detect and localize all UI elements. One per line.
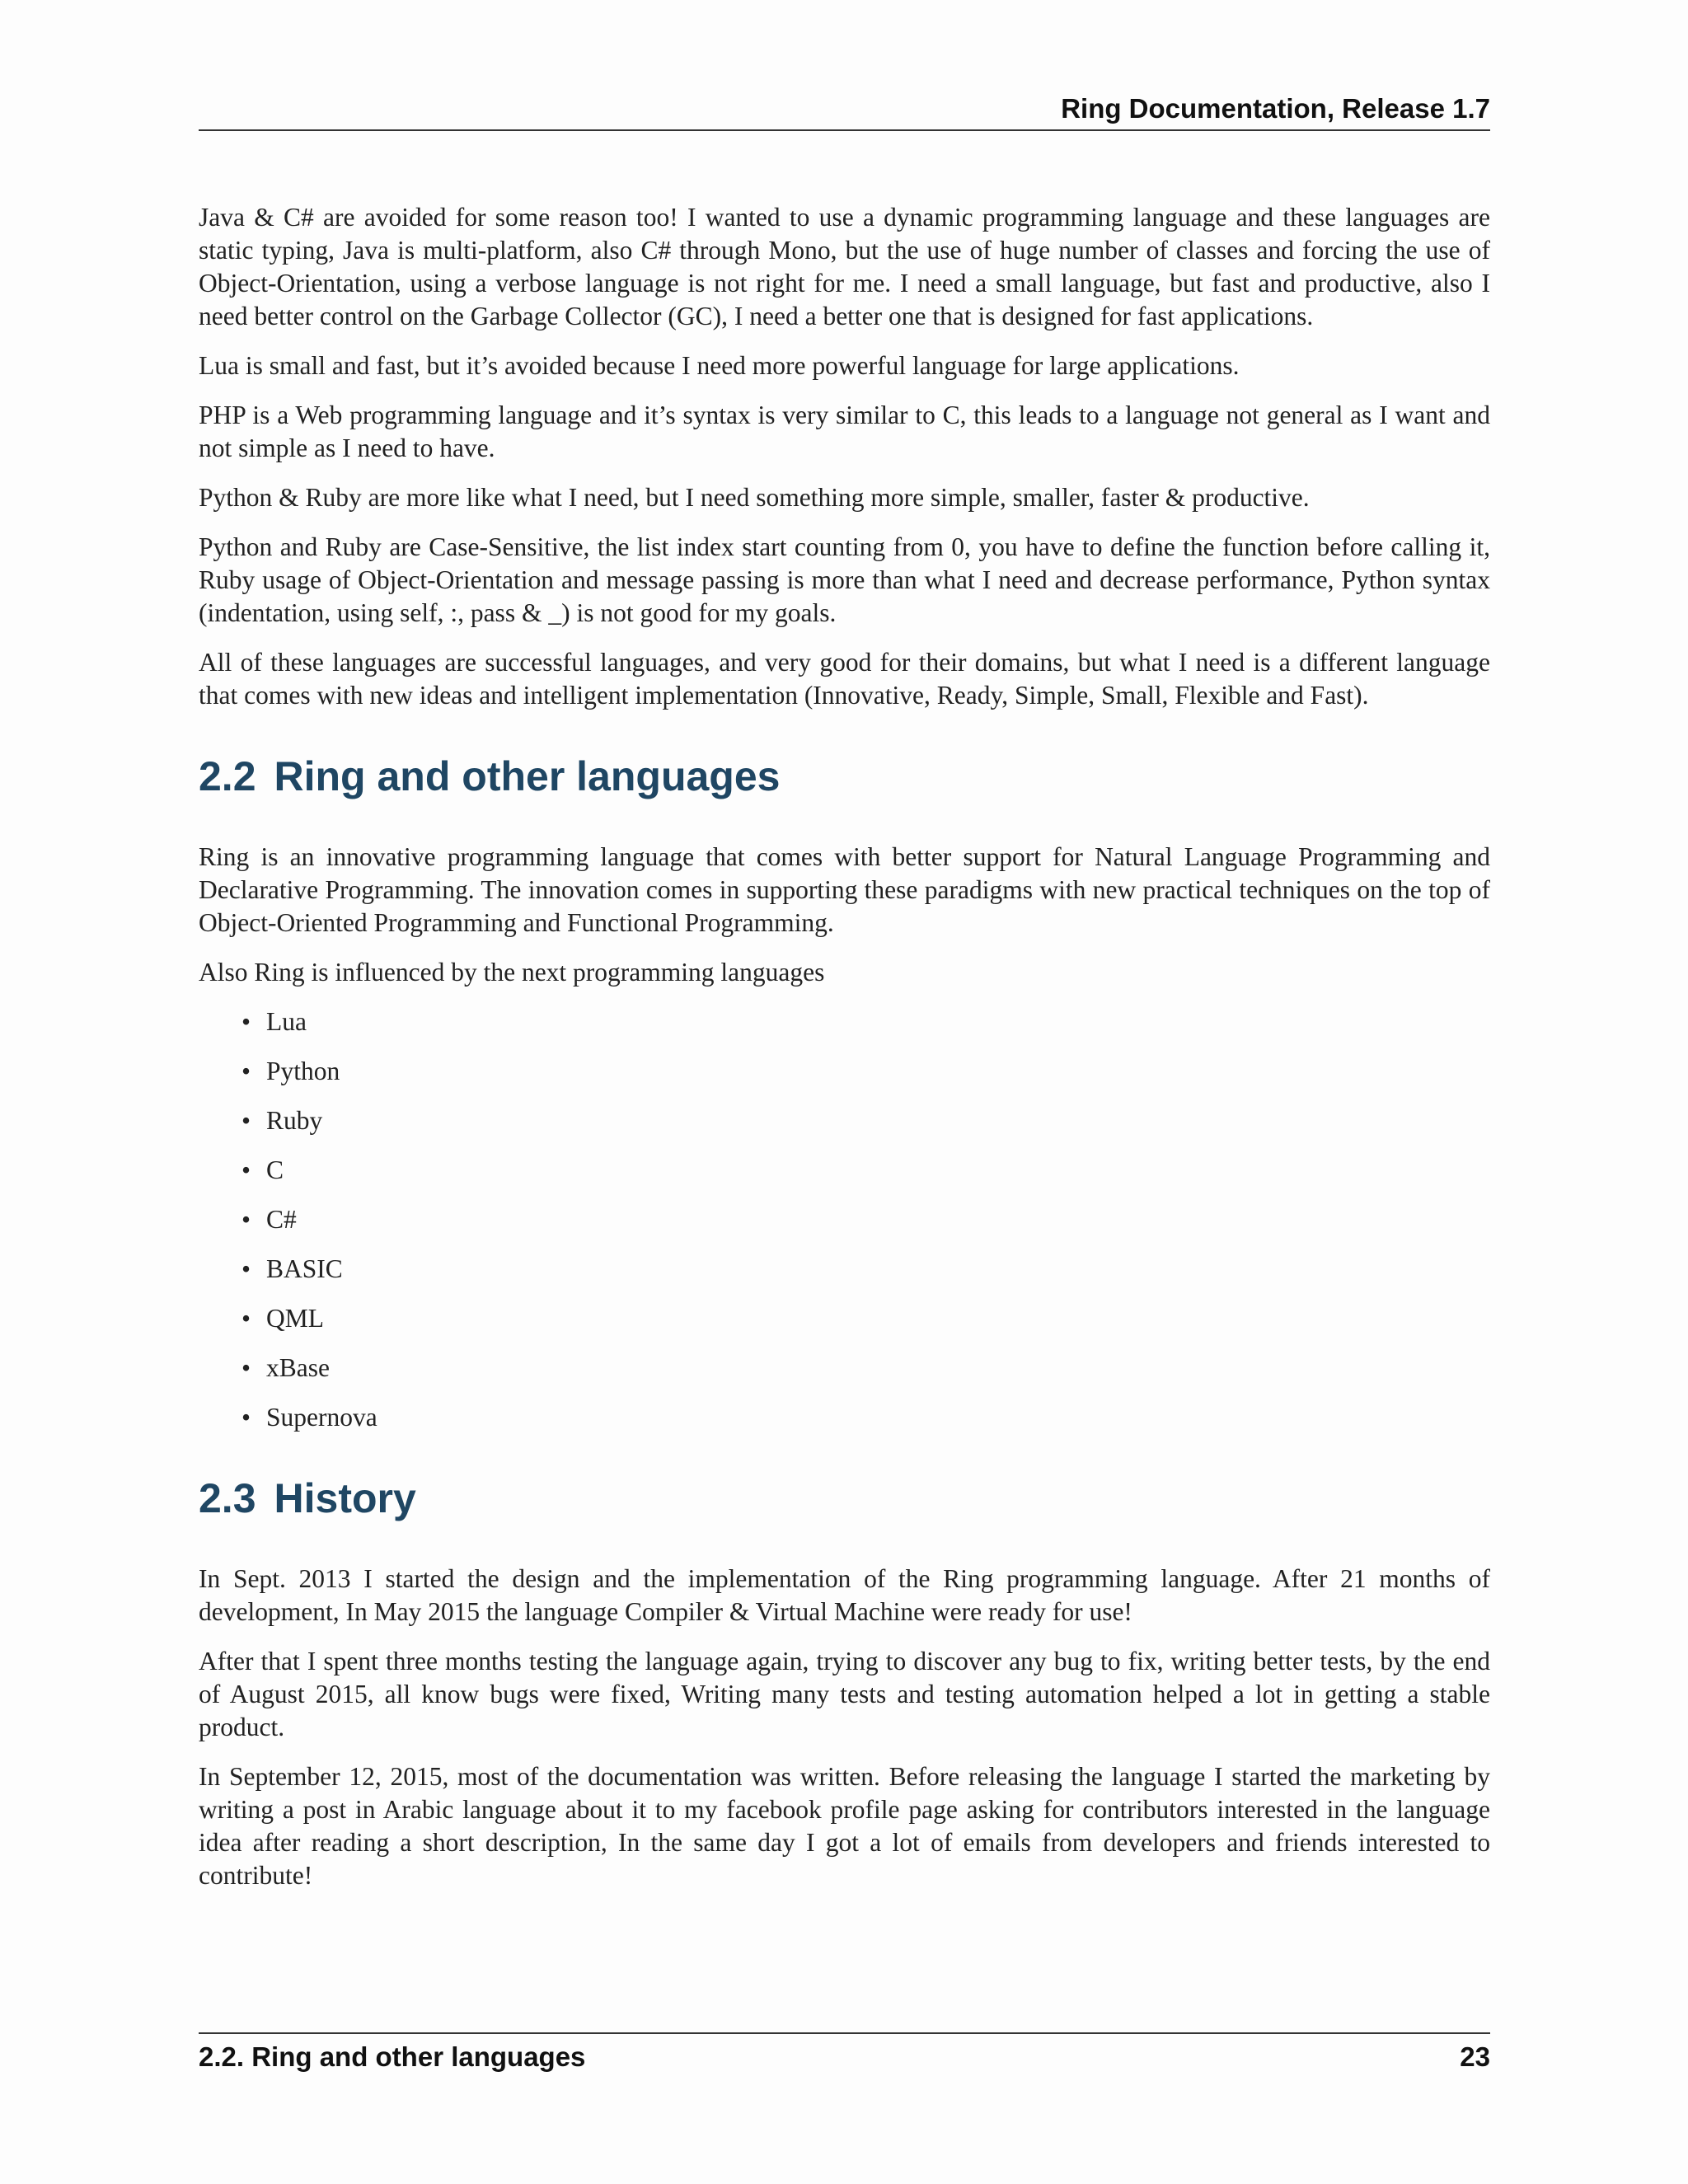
list-item: • xBase [241, 1352, 1490, 1385]
section-number: 2.3 [199, 1475, 256, 1521]
page-number: 23 [1460, 2041, 1490, 2072]
section-number: 2.2 [199, 753, 256, 799]
intro-paragraph: All of these languages are successful languages, and very good for their domains, but what I need is a different language that comes with new ideas and intelligent implementation (Innovative, Ready, Simple, Small, Flexible and Fast). [199, 648, 1490, 710]
intro-paragraph: Python and Ruby are Case-Sensitive, the list index start counting from 0, you have to define the function before calling it, Ruby usage of Object-Orientation and message passing is more than what I need and decrease performance, Python syntax (indentation, using self, :, pass & _) is not good for my goals. [199, 532, 1490, 627]
intro-paragraph: Java & C# are avoided for some reason too! I wanted to use a dynamic programming language and these languages are static typing, Java is multi-platform, also C# through Mono, but the use of huge number of classes and forcing the use of Object-Orientation, using a verbose language is not right for me. I need a small language, but fast and productive, also I need better control on the Garbage Collector (GC), I need a better one that is designed for fast applications. [199, 203, 1490, 330]
section-paragraph: Also Ring is influenced by the next programming languages [199, 958, 825, 987]
intro-paragraph: Lua is small and fast, but it’s avoided because I need more powerful language for large applications. [199, 351, 1240, 380]
list-item: • C# [241, 1203, 1490, 1236]
list-item: • BASIC [241, 1253, 1490, 1286]
section-title: History [274, 1475, 416, 1521]
intro-paragraph: Python & Ruby are more like what I need, but I need something more simple, smaller, faster & productive. [199, 483, 1310, 512]
header-divider [199, 129, 1490, 131]
footer-section-title: 2.2. Ring and other languages [199, 2041, 586, 2072]
list-item: • C [241, 1154, 1490, 1187]
section-paragraph: In Sept. 2013 I started the design and the implementation of the Ring programming language. After 21 months of development, In May 2015 the language Compiler & Virtual Machine were ready for use! [199, 1564, 1490, 1626]
section-paragraph: After that I spent three months testing the language again, trying to discover any bug to fix, writing better tests, by the end of August 2015, all know bugs were fixed, Writing many tests and testing automation helped a lot in getting a stable product. [199, 1647, 1490, 1741]
running-footer [199, 2041, 1490, 2074]
section-heading-2-2 [199, 752, 1490, 801]
section-heading-2-3 [199, 1474, 1490, 1523]
list-item: • Python [241, 1055, 1490, 1088]
running-header: Ring Documentation, Release 1.7 [1061, 93, 1490, 124]
list-item: • Lua [241, 1005, 1490, 1038]
list-item: • QML [241, 1302, 1490, 1335]
section-paragraph: Ring is an innovative programming language that comes with better support for Natural Language Programming and Declarative Programming. The innovation comes in supporting these paradigms with new practical techniques on the top of Object-Oriented Programming and Functional Programming. [199, 842, 1490, 937]
influence-language-list [241, 1005, 1490, 1434]
page-content [199, 201, 1490, 1909]
section-title: Ring and other languages [274, 753, 781, 799]
list-item: • Ruby [241, 1104, 1490, 1137]
footer-divider [199, 2032, 1490, 2034]
list-item: • Supernova [241, 1401, 1490, 1434]
section-paragraph: In September 12, 2015, most of the documentation was written. Before releasing the language I started the marketing by writing a post in Arabic language about it to my facebook profile page asking for contributors interested in the language idea after reading a short description, In the same day I got a lot of emails from developers and friends interested to contribute! [199, 1762, 1490, 1890]
intro-paragraph: PHP is a Web programming language and it’s syntax is very similar to C, this leads to a language not general as I want and not simple as I need to have. [199, 401, 1490, 462]
